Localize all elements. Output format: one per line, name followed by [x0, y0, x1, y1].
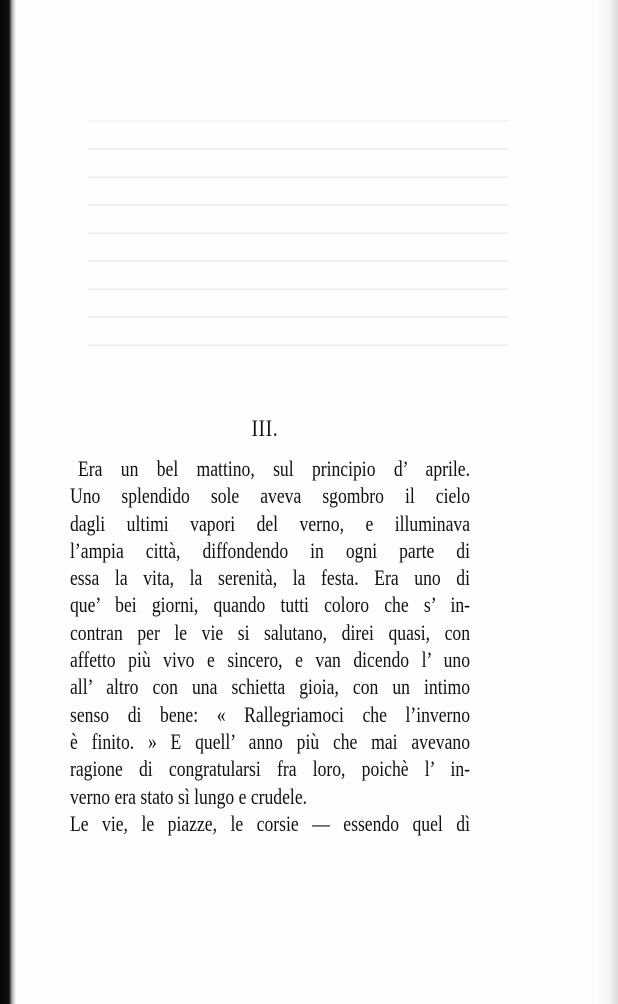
text-line: è finito. » E quell’ anno più che mai avevano [70, 728, 470, 754]
text-line: ragione di congratularsi fra loro, poichè l’ in- [70, 756, 470, 782]
chapter-heading: III. [251, 416, 279, 441]
page-right-shadow [596, 0, 618, 1004]
text-line: Uno splendido sole aveva sgombro il cielo [70, 483, 470, 509]
text-line: Era un bel mattino, sul principio d’ aprile. [78, 456, 470, 481]
text-line: essa la vita, la serenità, la festa. Era uno di [70, 565, 470, 591]
show-through-text [88, 120, 508, 400]
text-line: senso di bene: « Rallegriamoci che l’inverno [70, 701, 470, 727]
text-line: affetto più vivo e sincero, e van dicendo l’ uno [70, 647, 470, 673]
page-left-shadow [0, 0, 16, 1004]
text-line: dagli ultimi vapori del verno, e illuminava [70, 510, 470, 536]
body-text [70, 455, 470, 837]
text-line: que’ bei giorni, quando tutti coloro che s’ in- [70, 592, 470, 618]
text-line: verno era stato sì lungo e crudele. [70, 783, 308, 809]
text-line: l’ampia città, diffondendo in ogni parte di [70, 537, 470, 563]
text-line: all’ altro con una schietta gioia, con un intimo [70, 674, 470, 700]
text-line: contran per le vie si salutano, direi quasi, con [70, 619, 470, 645]
paragraph-1 [70, 455, 470, 810]
text-line: Le vie, le piazze, le corsie — essendo quel dì [70, 810, 470, 836]
paragraph-2 [70, 810, 470, 837]
